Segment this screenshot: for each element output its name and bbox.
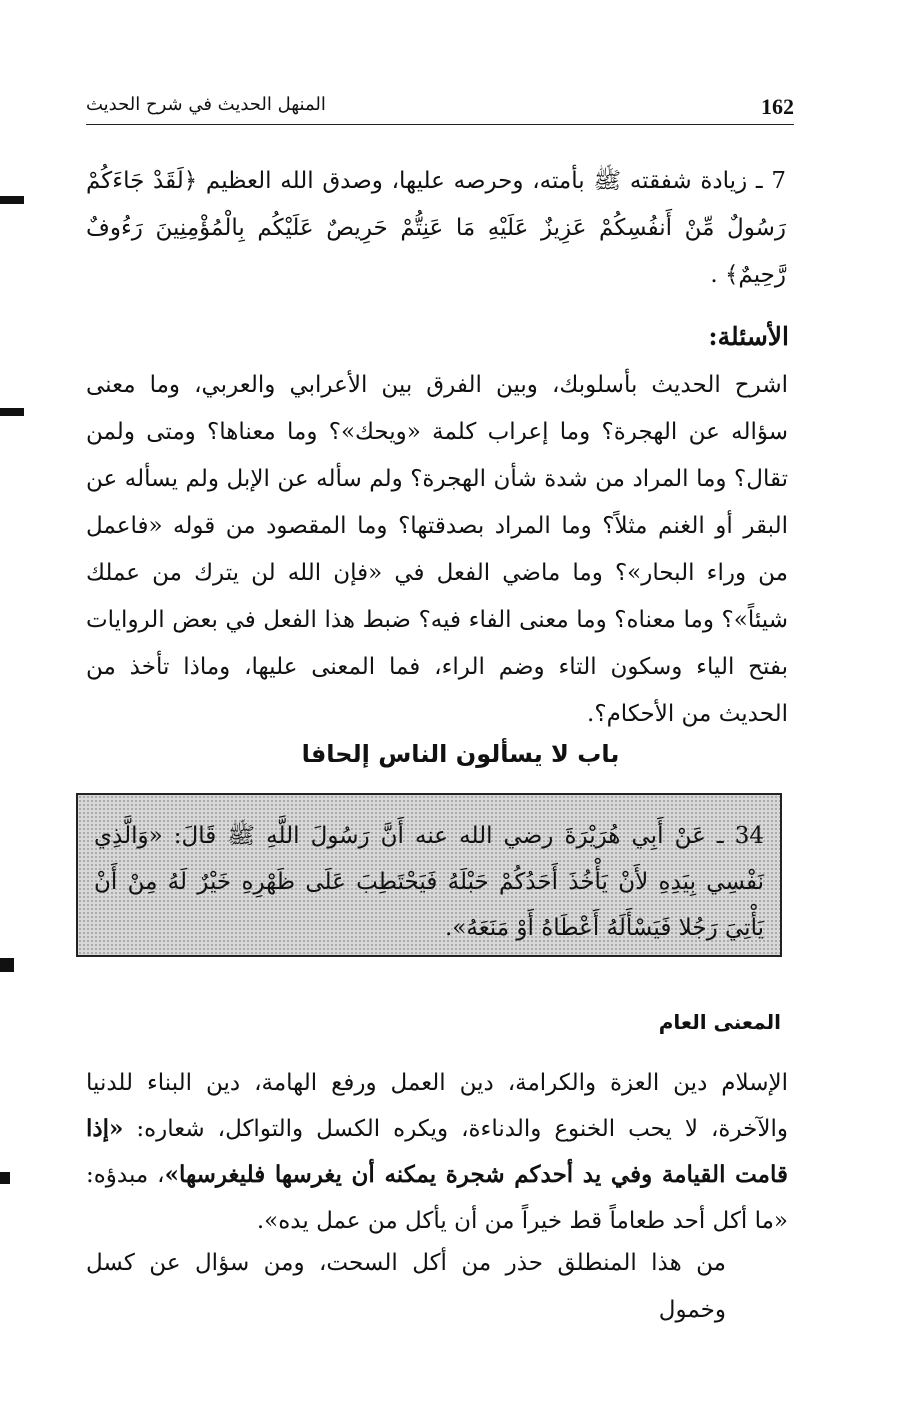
quran-verse: ﴿لَقَدْ جَاءَكُمْ رَسُولٌ مِّنْ أَنفُسِكُمْ عَزِيزٌ عَلَيْهِ مَا عَنِتُّمْ حَرِيصٌ عَلَيْكُم بِالْمُؤْمِنِينَ رَءُوفٌ رَّحِيمٌ﴾ [86,168,786,288]
general-meaning-part1: الإسلام دين العزة والكرامة، دين العمل ورفع الهامة، دين البناء للدنيا والآخرة، لا يحب الخنوع والدناءة، ويكره الكسل والتواكل، شعاره: [86,1070,788,1142]
point-7-paragraph [86,158,786,299]
chapter-title: باب لا يسألون الناس إلحافا [301,740,620,768]
scan-edge-mark [0,1172,10,1184]
closing-line: من هذا المنطلق حذر من أكل السحت، ومن سؤال عن كسل وخمول [86,1250,726,1323]
point-7-end: . [710,262,725,288]
running-title: المنهل الحديث في شرح الحديث [86,94,326,115]
general-meaning-bold-quote: «إذا قامت القيامة وفي يد أحدكم شجرة يمكنه أن يغرسها فليغرسها» [86,1115,788,1188]
scan-edge-mark [0,958,14,972]
questions-heading: الأسئلة: [708,322,789,351]
hadith-box [76,793,782,957]
general-meaning-paragraph [86,1060,788,1244]
point-7-text: 7 ـ زيادة شفقته ﷺ بأمته، وحرصه عليها، وصدق الله العظيم [197,168,786,194]
questions-paragraph: اشرح الحديث بأسلوبك، وبين الفرق بين الأعرابي والعربي، وما معنى سؤاله عن الهجرة؟ وما إعراب كلمة «ويحك»؟ وما معناها؟ ومتى ولمن تقال؟ وما المراد من شدة شأن الهجرة؟ ولم سأله عن الإبل ولم يسأله عن البقر أو الغنم مثلاً؟ وما المراد بصدقتها؟ وما المقصود من قوله «فاعمل من وراء البحار»؟ وما ماضي الفعل في «فإن الله لن يترك من عملك شيئاً»؟ وما معناه؟ وما معنى الفاء فيه؟ ضبط هذا الفعل في بعض الروايات بفتح الياء وسكون التاء وضم الراء، فما المعنى عليها، وماذا تأخذ من الحديث من الأحكام؟. [86,372,788,727]
general-meaning-title: المعنى العام [658,1010,781,1034]
scan-edge-mark [0,408,24,416]
hadith-text: 34 ـ عَنْ أَبِي هُرَيْرَةَ رضي الله عنه أَنَّ رَسُولَ اللَّهِ ﷺ قَالَ: «وَالَّذِي نَفْسِي بِيَدِهِ لأَنْ يَأْخُذَ أَحَدُكُمْ حَبْلَهُ فَيَحْتَطِبَ عَلَى ظَهْرِهِ خَيْرٌ لَهُ مِنْ أَنْ يَأْتِيَ رَجُلا فَيَسْأَلَهُ أَعْطَاهُ أَوْ مَنَعَهُ». [94,823,764,941]
page-header [86,88,794,125]
page-number: 162 [761,94,794,119]
scan-edge-mark [0,196,24,204]
general-meaning-part2: ، مبدؤه: «ما أكل أحد طعاماً قط خيراً من أن يأكل من عمل يده». [86,1162,788,1234]
